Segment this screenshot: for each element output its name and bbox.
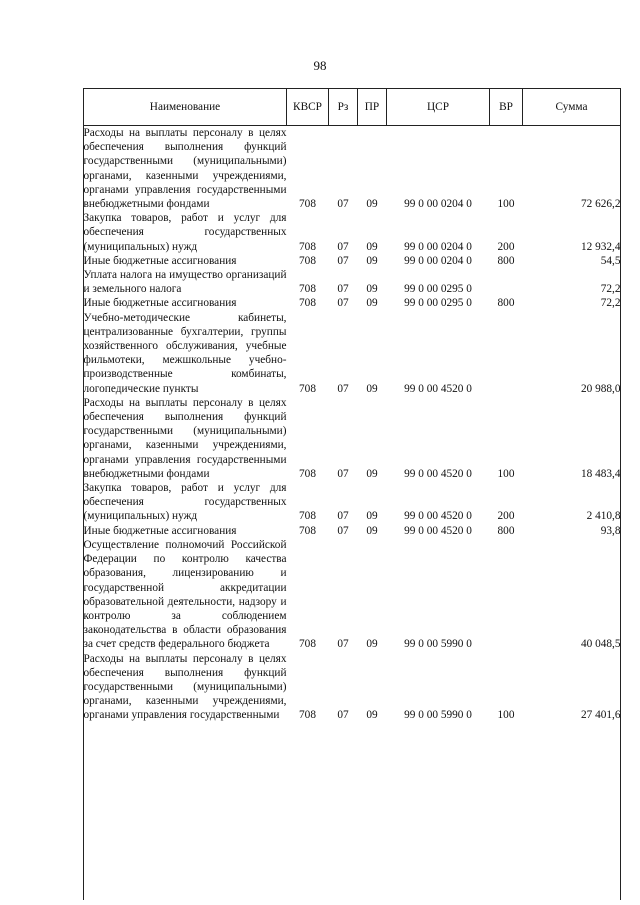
cell-pr: 09 xyxy=(366,198,378,211)
cell-pr: 09 xyxy=(366,382,378,395)
cell-rz: 07 xyxy=(337,198,349,211)
cell-name: Расходы на выплаты персоналу в целях обеспечения выполнения функций государственными (муниципальными) органами, казенными учреждениями, органами управления государственными внебюджетными фондами xyxy=(83,127,287,211)
cell-sum: 72 626,2 xyxy=(580,198,621,211)
cell-vr: 200 xyxy=(497,510,515,523)
cell-csr: 99 0 00 4520 0 xyxy=(404,382,472,395)
cell-pr: 09 xyxy=(366,524,378,537)
cell-sum: 93,8 xyxy=(600,524,621,537)
cell-vr: 200 xyxy=(497,240,515,253)
table-row xyxy=(84,311,621,396)
cell-rz: 07 xyxy=(337,467,349,480)
budget-table xyxy=(83,88,621,723)
cell-name: Иные бюджетные ассигнования xyxy=(83,297,237,310)
table-right-border xyxy=(620,88,621,900)
table-row xyxy=(84,126,621,212)
header-row xyxy=(84,89,621,126)
cell-pr: 09 xyxy=(366,709,378,722)
cell-kvsr: 708 xyxy=(299,198,316,211)
cell-kvsr: 708 xyxy=(299,467,316,480)
cell-sum: 27 401,6 xyxy=(580,709,621,722)
cell-csr: 99 0 00 0204 0 xyxy=(404,198,472,211)
cell-pr: 09 xyxy=(366,467,378,480)
cell-kvsr: 708 xyxy=(299,297,316,310)
cell-csr: 99 0 00 0204 0 xyxy=(404,240,472,253)
cell-sum: 54,5 xyxy=(600,254,621,267)
cell-name: Закупка товаров, работ и услуг для обеспечения государственных (муниципальных) нужд xyxy=(83,212,287,253)
cell-sum: 20 988,0 xyxy=(580,382,621,395)
cell-name: Закупка товаров, работ и услуг для обеспечения государственных (муниципальных) нужд xyxy=(83,482,287,523)
cell-pr: 09 xyxy=(366,283,378,296)
cell-vr xyxy=(490,311,523,396)
table-row xyxy=(84,268,621,296)
header-vr: ВР xyxy=(490,89,523,126)
cell-sum: 2 410,8 xyxy=(586,510,621,523)
cell-pr: 09 xyxy=(366,240,378,253)
cell-name: Расходы на выплаты персоналу в целях обеспечения выполнения функций государственными (муниципальными) органами, казенными учреждениями, органами управления государственными внебюджетными фондами xyxy=(83,396,287,480)
cell-kvsr: 708 xyxy=(299,510,316,523)
cell-sum: 12 932,4 xyxy=(580,240,621,253)
cell-vr: 800 xyxy=(497,254,515,267)
table-row xyxy=(84,524,621,538)
cell-rz: 07 xyxy=(337,709,349,722)
cell-kvsr: 708 xyxy=(299,382,316,395)
table-row xyxy=(84,538,621,652)
cell-csr: 99 0 00 0295 0 xyxy=(404,283,472,296)
cell-pr: 09 xyxy=(366,297,378,310)
cell-name: Осуществление полномочий Российской Федерации по контролю качества образования, лицензированию и государственной аккредитации образовательной деятельности, надзору и контролю за соблюдением законодательства в области образования за счет средств федерального бюджета xyxy=(83,538,287,651)
cell-name: Учебно-методические кабинеты, централизованные бухгалтерии, группы хозяйственного обслуживания, учебные фильмотеки, межшкольные учебно-производственные комбинаты, логопедические пункты xyxy=(83,311,287,395)
cell-name: Иные бюджетные ассигнования xyxy=(83,524,237,537)
cell-csr: 99 0 00 0204 0 xyxy=(404,254,472,267)
cell-sum: 72,2 xyxy=(600,283,621,296)
cell-csr: 99 0 00 4520 0 xyxy=(404,467,472,480)
table-left-border xyxy=(83,88,84,900)
cell-csr: 99 0 00 4520 0 xyxy=(404,510,472,523)
cell-vr: 100 xyxy=(497,467,515,480)
cell-csr: 99 0 00 5990 0 xyxy=(404,709,472,722)
cell-vr: 800 xyxy=(497,297,515,310)
cell-csr: 99 0 00 0295 0 xyxy=(404,297,472,310)
header-rz: Рз xyxy=(329,89,358,126)
header-pr: ПР xyxy=(358,89,387,126)
cell-vr: 100 xyxy=(497,198,515,211)
cell-kvsr: 708 xyxy=(299,254,316,267)
header-kvsr: КВСР xyxy=(287,89,329,126)
cell-name: Расходы на выплаты персоналу в целях обеспечения выполнения функций государственными (муниципальными) органами, казенными учреждениями, органами управления государственными xyxy=(83,652,287,722)
page-number: 98 xyxy=(313,58,327,73)
cell-kvsr: 708 xyxy=(299,709,316,722)
cell-vr xyxy=(490,268,523,296)
cell-vr xyxy=(490,538,523,652)
cell-name: Иные бюджетные ассигнования xyxy=(83,254,237,267)
cell-pr: 09 xyxy=(366,510,378,523)
cell-rz: 07 xyxy=(337,638,349,651)
cell-rz: 07 xyxy=(337,254,349,267)
cell-vr: 800 xyxy=(497,524,515,537)
cell-rz: 07 xyxy=(337,283,349,296)
cell-kvsr: 708 xyxy=(299,283,316,296)
cell-pr: 09 xyxy=(366,638,378,651)
cell-rz: 07 xyxy=(337,240,349,253)
cell-pr: 09 xyxy=(366,254,378,267)
table-row xyxy=(84,211,621,254)
cell-sum: 72,2 xyxy=(600,297,621,310)
cell-rz: 07 xyxy=(337,297,349,310)
table-row xyxy=(84,296,621,310)
cell-vr: 100 xyxy=(497,709,515,722)
cell-sum: 40 048,5 xyxy=(580,638,621,651)
table-row xyxy=(84,396,621,481)
cell-kvsr: 708 xyxy=(299,638,316,651)
cell-csr: 99 0 00 4520 0 xyxy=(404,524,472,537)
cell-rz: 07 xyxy=(337,524,349,537)
header-name: Наименование xyxy=(84,89,287,126)
table-row xyxy=(84,481,621,524)
table-row xyxy=(84,652,621,723)
header-csr: ЦСР xyxy=(387,89,490,126)
cell-rz: 07 xyxy=(337,510,349,523)
cell-kvsr: 708 xyxy=(299,524,316,537)
header-sum: Сумма xyxy=(523,89,621,126)
cell-rz: 07 xyxy=(337,382,349,395)
cell-sum: 18 483,4 xyxy=(580,467,621,480)
cell-name: Уплата налога на имущество организаций и земельного налога xyxy=(83,269,287,296)
table-row xyxy=(84,254,621,268)
cell-csr: 99 0 00 5990 0 xyxy=(404,638,472,651)
cell-kvsr: 708 xyxy=(299,240,316,253)
